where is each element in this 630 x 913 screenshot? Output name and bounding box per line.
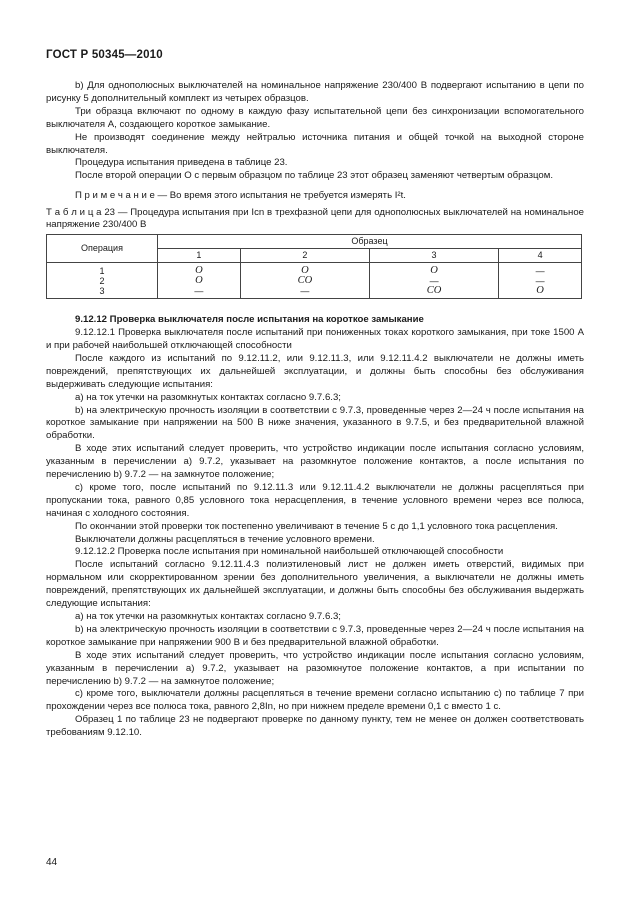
table-cell: — <box>499 276 582 286</box>
paragraph: В ходе этих испытаний следует проверить, что устройство индикации после испытания согласно условиям, указанным в перечислении a) 9.7.2, указывает на разомкнутое положение контактов, а после испытания по перечислению b) 9.7.2 — на замкнутое положение; <box>46 443 584 481</box>
table-cell: O <box>369 263 498 277</box>
paragraph: Три образца включают по одному в каждую фазу испытательной цепи без синхронизации вспомогательного выключателя А, создающего короткое замыкание. <box>46 105 584 130</box>
section-title: 9.12.12 Проверка выключателя после испытания на короткое замыкание <box>75 314 424 326</box>
document-body <box>46 80 584 740</box>
paragraph: После второй операции O с первым образцом по таблице 23 этот образец заменяют четвертым образцом. <box>75 170 554 182</box>
page-number: 44 <box>46 857 58 868</box>
operation-cell: 1 <box>47 263 158 277</box>
procedure-table <box>46 234 582 299</box>
table-cell: — <box>158 286 241 299</box>
paragraph: a) на ток утечки на разомкнутых контактах согласно 9.7.6.3; <box>75 391 341 403</box>
paragraph: Процедура испытания приведена в таблице 23. <box>75 157 288 169</box>
table-cell: O <box>499 286 582 299</box>
sample-number: 3 <box>369 249 498 263</box>
table-cell: — <box>369 276 498 286</box>
operation-cell: 2 <box>47 276 158 286</box>
table-row <box>47 263 582 277</box>
sample-number: 2 <box>240 249 369 263</box>
paragraph: По окончании этой проверки ток постепенно увеличивают в течение 5 с до 1,1 условного тока расцепления. <box>75 520 558 532</box>
table-cell: O <box>158 263 241 277</box>
table-caption: Т а б л и ц а 23 — Процедура испытания при Icn в трехфазной цепи для однополюсных выключателей на номинальное напряжение 230/400 В <box>46 207 584 231</box>
paragraph: 9.12.12.2 Проверка после испытания при номинальной наибольшей отключающей способности <box>75 546 504 558</box>
operation-cell: 3 <box>47 286 158 299</box>
table-cell: — <box>499 263 582 277</box>
paragraph: После испытаний согласно 9.12.11.4.3 полиэтиленовый лист не должен иметь отверстий, видимых при нормальном или скорректированном зрении без дополнительного увеличения, а выключатели не должны иметь повреждений, препятствующих их дальнейшей эксплуатации, и должны быть способны без обслуживания выдержать следующие испытания: <box>46 559 584 610</box>
document-header: ГОСТ Р 50345—2010 <box>46 49 163 61</box>
paragraph: После каждого из испытаний по 9.12.11.2, или 9.12.11.3, или 9.12.11.4.2 выключатели не должны иметь повреждений, препятствующих их дальнейшей эксплуатации, и должны быть способны без обслуживания выдерживать следующие испытания: <box>46 352 584 390</box>
paragraph: Образец 1 по таблице 23 не подвергают проверке по данному пункту, тем не менее он должен соответствовать требованиям 9.12.10. <box>46 714 584 739</box>
paragraph: a) на ток утечки на разомкнутых контактах согласно 9.7.6.3; <box>75 611 341 622</box>
table-cell: CO <box>240 276 369 286</box>
note: П р и м е ч а н и е — Во время этого испытания не требуется измерять I²t. <box>75 190 406 202</box>
table-cell: O <box>240 263 369 277</box>
table-cell: O <box>158 276 241 286</box>
table-cell: CO <box>369 286 498 299</box>
paragraph: c) кроме того, после испытаний по 9.12.11.3 или 9.12.11.4.2 выключатели не должны расцепляться при пропускании тока, равного 0,85 условного тока нерасцепления, в течение условного времени через все полюса, начиная с холодного состояния. <box>46 481 584 519</box>
operation-header: Операция <box>47 235 158 263</box>
table-row <box>47 286 582 299</box>
table-cell: — <box>240 286 369 299</box>
paragraph: b) на электрическую прочность изоляции в соответствии с 9.7.3, проведенные через 2—24 ч после испытания на короткое замыкание при напряжении 900 В и без предварительной влажной обработки. <box>46 623 584 648</box>
paragraph: В ходе этих испытаний следует проверить, что устройство индикации после испытания согласно условиям, указанным в перечислении a) 9.7.2, указывает на разомкнутое положение контактов, а при испытании по перечислению b) 9.7.2 — на замкнутое положение; <box>46 649 584 687</box>
paragraph: Выключатели должны расцепляться в течение условного времени. <box>75 533 375 545</box>
paragraph: 9.12.12.1 Проверка выключателя после испытаний при пониженных токах короткого замыкания, при токе 1500 А и при рабочей наибольшей отключающей способности <box>46 327 584 351</box>
paragraph: c) кроме того, выключатели должны расцепляться в течение времени согласно испытанию c) по таблице 7 при прохождении через все полюса тока, равного 2,8In, но при нижнем пределе времени 0,1 с вместо 1 с. <box>46 688 584 713</box>
sample-number: 1 <box>158 249 241 263</box>
sample-header: Образец <box>158 235 582 249</box>
paragraph: b) Для однополюсных выключателей на номинальное напряжение 230/400 В подвергают испытанию в цепи по рисунку 5 дополнительный комплект из четырех образцов. <box>46 80 584 104</box>
paragraph: b) на электрическую прочность изоляции в соответствии с 9.7.3, проведенные через 2—24 ч после испытания на короткое замыкание при напряжении на 500 В ниже значения, указанного в 9.7.5, и без предварительной влажной обработки. <box>46 404 584 442</box>
table-row <box>47 276 582 286</box>
sample-number: 4 <box>499 249 582 263</box>
paragraph: Не производят соединение между нейтралью источника питания и общей точкой на выходной стороне выключателя. <box>46 131 584 156</box>
